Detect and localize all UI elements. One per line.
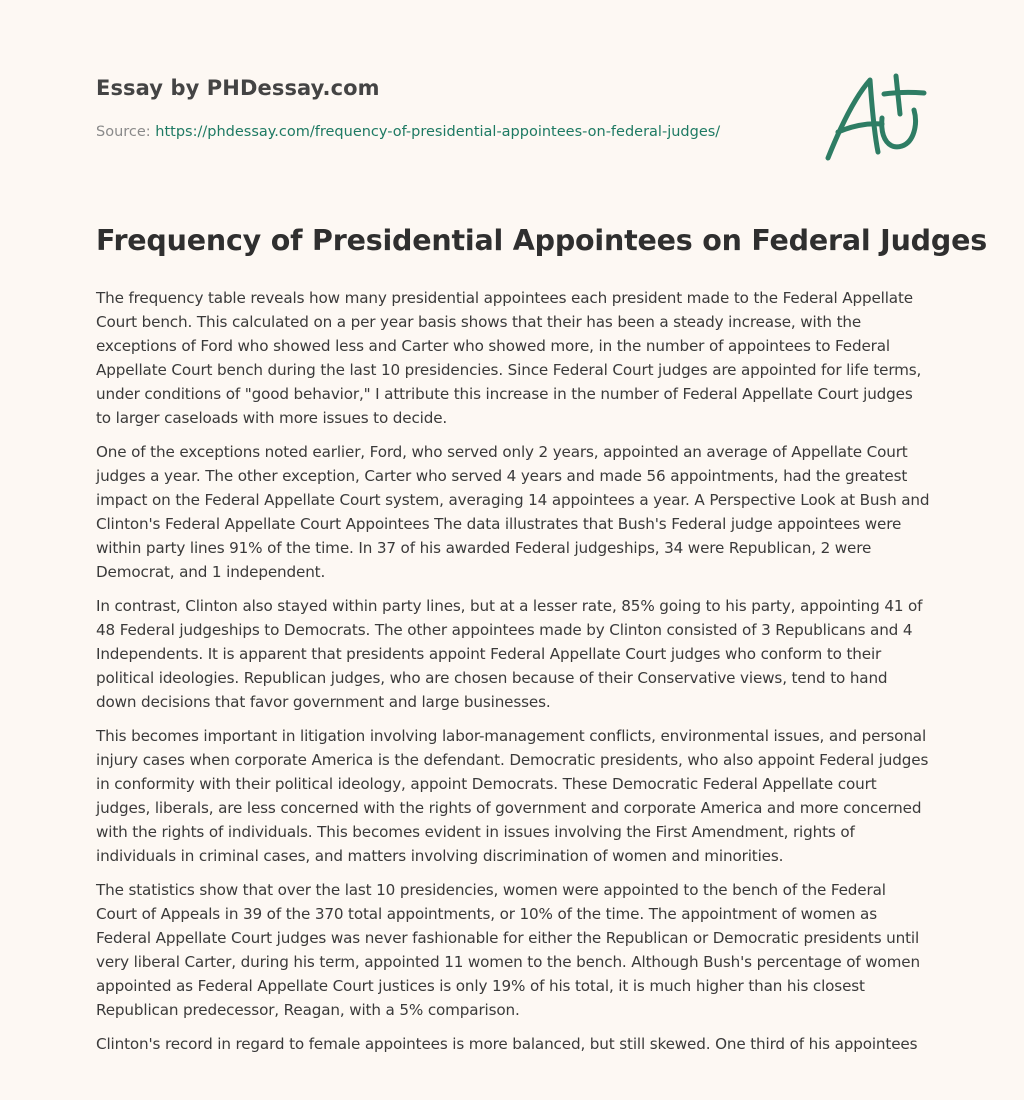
- source-line: [96, 124, 720, 140]
- article-title: Frequency of Presidential Appointees on Federal Judges: [96, 224, 987, 257]
- source-link[interactable]: https://phdessay.com/frequency-of-presidential-appointees-on-federal-judges/: [155, 124, 721, 140]
- paragraph: This becomes important in litigation involving labor-management conflicts, environmental issues, and personal injury cases when corporate America is the defendant. Democratic presidents, who also appoint Federal judges in conformity with their political ideology, appoint Democrats. These Democratic Federal Appellate court judges, liberals, are less concerned with the rights of government and corporate America and more concerned with the rights of individuals. This becomes evident in issues involving the First Amendment, rights of individuals in criminal cases, and matters involving discrimination of women and minorities.: [96, 727, 929, 865]
- a-plus-logo-icon: [818, 66, 930, 166]
- source-label: Source:: [96, 124, 156, 140]
- paragraph: The frequency table reveals how many presidential appointees each president made to the Federal Appellate Court bench. This calculated on a per year basis shows that their has been a steady increase, with the exceptions of Ford who showed less and Carter who showed more, in the number of appointees to Federal Appellate Court bench during the last 10 presidencies. Since Federal Court judges are appointed for life terms, under conditions of "good behavior," I attribute this increase in the number of Federal Appellate Court judges to larger caseloads with more issues to decide.: [96, 289, 922, 427]
- paragraph: In contrast, Clinton also stayed within party lines, but at a lesser rate, 85% going to his party, appointing 41 of 48 Federal judgeships to Democrats. The other appointees made by Clinton consisted of 3 Republicans and 4 Independents. It is apparent that presidents appoint Federal Appellate Court judges who conform to their political ideologies. Republican judges, who are chosen because of their Conservative views, tend to hand down decisions that favor government and large businesses.: [96, 597, 923, 711]
- article-body: [96, 286, 931, 1066]
- paragraph: The statistics show that over the last 10 presidencies, women were appointed to the bench of the Federal Court of Appeals in 39 of the 370 total appointments, or 10% of the time. The appointment of women as Federal Appellate Court judges was never fashionable for either the Republican or Democratic presidents until very liberal Carter, during his term, appointed 11 women to the bench. Although Bush's percentage of women appointed as Federal Appellate Court justices is only 19% of his total, it is much higher than his closest Republican predecessor, Reagan, with a 5% comparison.: [96, 881, 920, 1019]
- paragraph: Clinton's record in regard to female appointees is more balanced, but still skewed. One third of his appointees: [96, 1035, 918, 1053]
- site-brand: Essay by PHDessay.com: [96, 76, 380, 100]
- paragraph: One of the exceptions noted earlier, Ford, who served only 2 years, appointed an average of Appellate Court judges a year. The other exception, Carter who served 4 years and made 56 appointments, had the greatest impact on the Federal Appellate Court system, averaging 14 appointees a year. A Perspective Look at Bush and Clinton's Federal Appellate Court Appointees The data illustrates that Bush's Federal judge appointees were within party lines 91% of the time. In 37 of his awarded Federal judgeships, 34 were Republican, 2 were Democrat, and 1 independent.: [96, 443, 930, 581]
